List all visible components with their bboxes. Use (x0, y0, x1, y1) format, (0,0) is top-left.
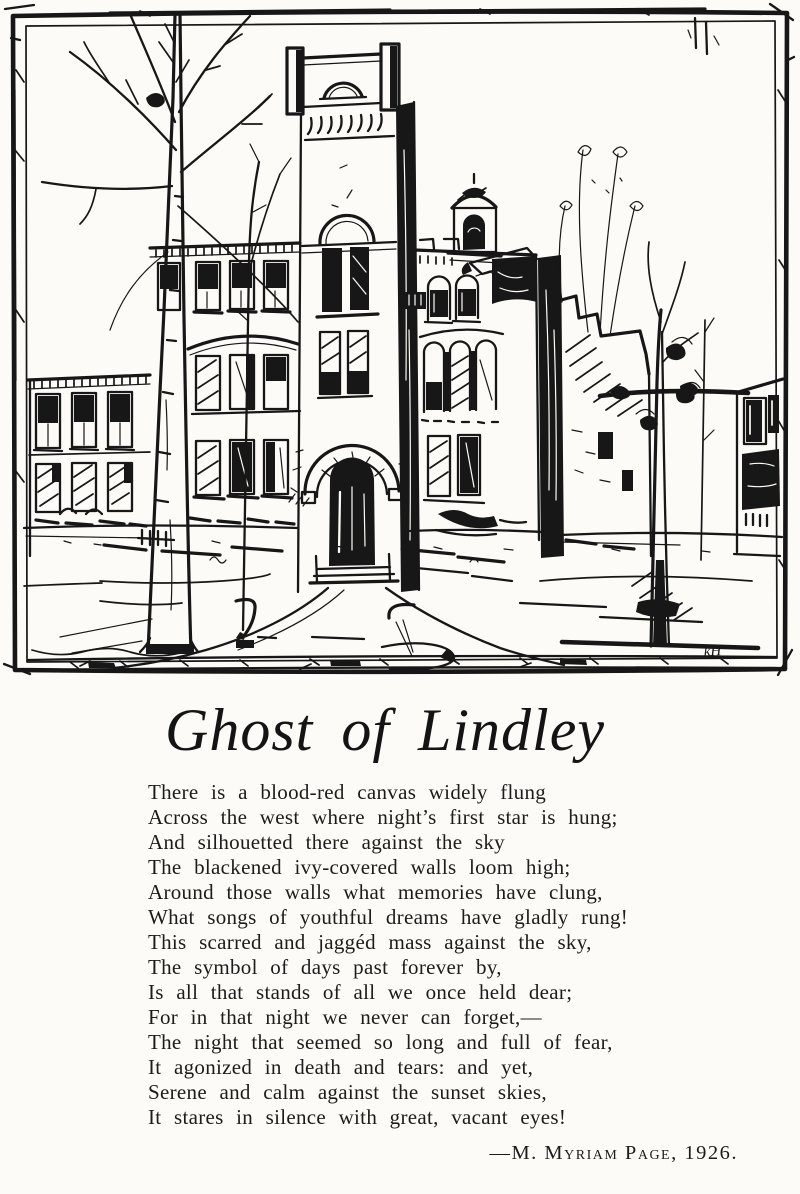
poem-line: It agonized in death and tears: and yet, (148, 1055, 534, 1079)
right-wing-sketch (415, 174, 539, 540)
poem-body (148, 780, 800, 1130)
artist-monogram: kH (703, 643, 722, 660)
poem-line: For in that night we never can forget,— (148, 1005, 542, 1029)
poem-attribution: —M. Myriam Page, 1926. (489, 1142, 738, 1164)
poem-line: This scarred and jaggéd mass against the sky, (148, 930, 592, 954)
poem-line: There is a blood-red canvas widely flung (148, 780, 547, 804)
poem-line: Serene and calm against the sunset skies, (148, 1080, 547, 1104)
poem-line: Is all that stands of all we once held dear; (148, 980, 573, 1004)
sky-marks (688, 18, 719, 54)
far-right-building-sketch (734, 379, 783, 556)
poem-line: And silhouetted there against the sky (148, 830, 505, 854)
poem-line: Around those walls what memories have clung, (148, 880, 603, 904)
poem-line: The night that seemed so long and full of fear, (148, 1030, 613, 1054)
left-wing-sketch (150, 243, 300, 524)
far-left-building-sketch (28, 375, 150, 556)
tower-sketch (287, 44, 426, 592)
poem-line: Across the west where night’s first star is hung; (148, 805, 618, 829)
ruined-wall-sketch (538, 255, 748, 558)
poem-line: The blackened ivy-covered walls loom high; (148, 855, 571, 879)
poem-title: Ghost of Lindley (165, 697, 605, 763)
poem-line: What songs of youthful dreams have gladly rung! (148, 905, 629, 929)
poem-line: The symbol of days past forever by, (148, 955, 502, 979)
poem-line: It stares in silence with great, vacant eyes! (148, 1105, 567, 1129)
